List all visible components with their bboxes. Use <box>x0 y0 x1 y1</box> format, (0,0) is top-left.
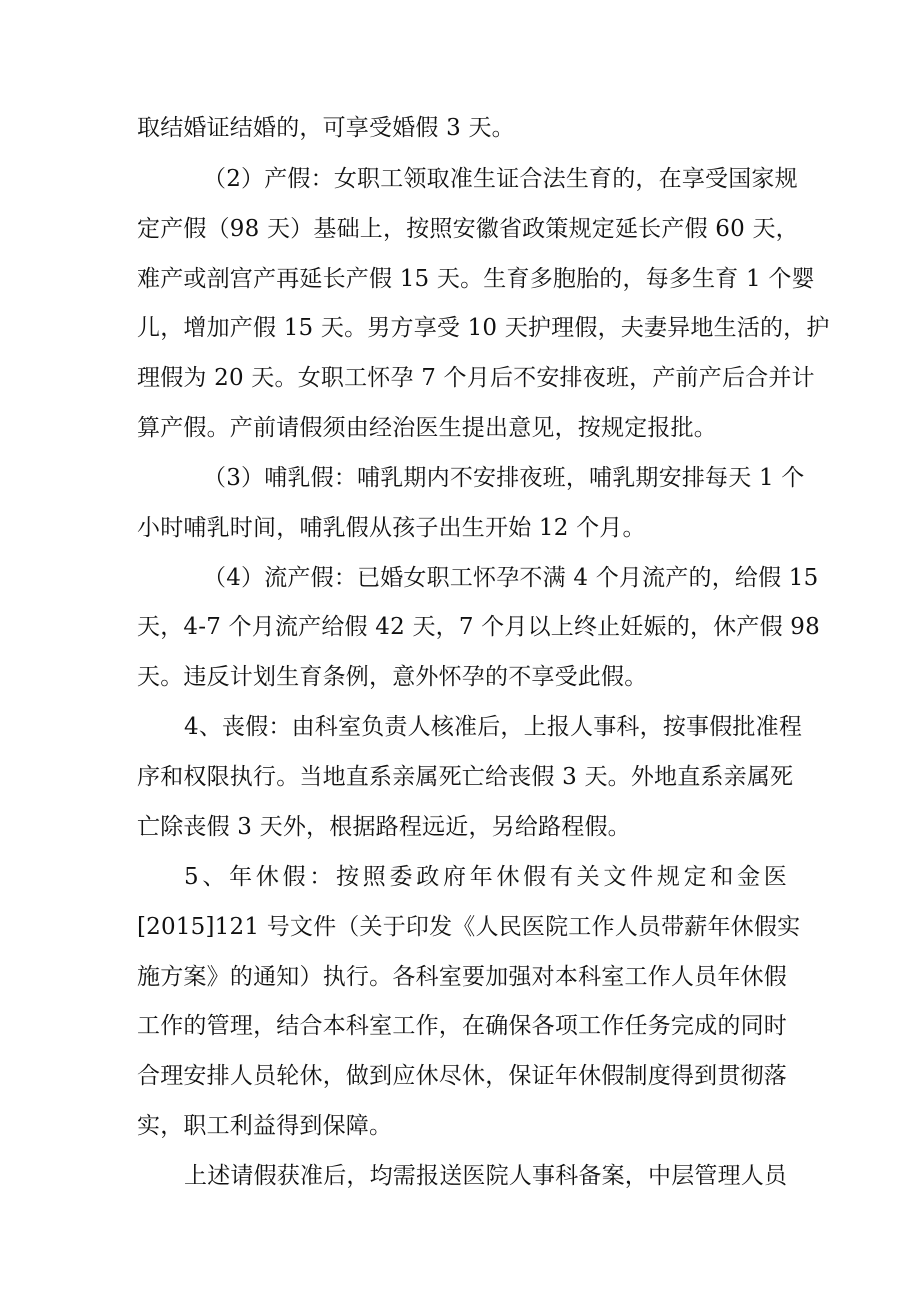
text-line: 算产假。产前请假须由经治医生提出意见，按规定报批。 <box>137 415 717 441</box>
text-line: 序和权限执行。当地直系亲属死亡给丧假 3 天。外地直系亲属死 <box>137 764 794 790</box>
text-line: 5、年休假：按照委政府年休假有关文件规定和金医 <box>184 864 787 890</box>
text-line: 理假为 20 天。女职工怀孕 7 个月后不安排夜班，产前产后合并计 <box>137 365 815 391</box>
text-line: 难产或剖宫产再延长产假 15 天。生育多胞胎的，每多生育 1 个婴 <box>137 266 815 292</box>
text-line: 小时哺乳时间，哺乳假从孩子出生开始 12 个月。 <box>137 515 646 541</box>
text-line: （2）产假：女职工领取准生证合法生育的，在享受国家规 <box>203 166 798 192</box>
text-line: 实，职工利益得到保障。 <box>137 1113 393 1139</box>
text-line: 定产假（98 天）基础上，按照安徽省政策规定延长产假 60 天， <box>137 216 799 242</box>
text-line: 4、丧假：由科室负责人核准后，上报人事科，按事假批准程 <box>184 714 803 740</box>
text-line: 亡除丧假 3 天外，根据路程远近，另给路程假。 <box>137 814 631 840</box>
text-line: （3）哺乳假：哺乳期内不安排夜班，哺乳期安排每天 1 个 <box>203 465 805 491</box>
text-line: 儿，增加产假 15 天。男方享受 10 天护理假，夫妻异地生活的，护 <box>137 315 830 341</box>
text-line: 上述请假获准后，均需报送医院人事科备案，中层管理人员 <box>184 1163 788 1189</box>
text-line: 天。违反计划生育条例，意外怀孕的不享受此假。 <box>137 664 648 690</box>
text-line: 合理安排人员轮休，做到应休尽休，保证年休假制度得到贯彻落 <box>137 1063 787 1089</box>
text-line: [2015]121 号文件（关于印发《人民医院工作人员带薪年休假实 <box>137 914 801 940</box>
text-line: （4）流产假：已婚女职工怀孕不满 4 个月流产的，给假 15 <box>203 565 819 591</box>
text-line: 施方案》的通知）执行。各科室要加强对本科室工作人员年休假 <box>137 964 787 990</box>
text-line: 取结婚证结婚的，可享受婚假 3 天。 <box>137 115 515 141</box>
text-line: 工作的管理，结合本科室工作，在确保各项工作任务完成的同时 <box>137 1013 787 1039</box>
text-line: 天，4-7 个月流产给假 42 天，7 个月以上终止妊娠的，休产假 98 <box>137 614 820 640</box>
